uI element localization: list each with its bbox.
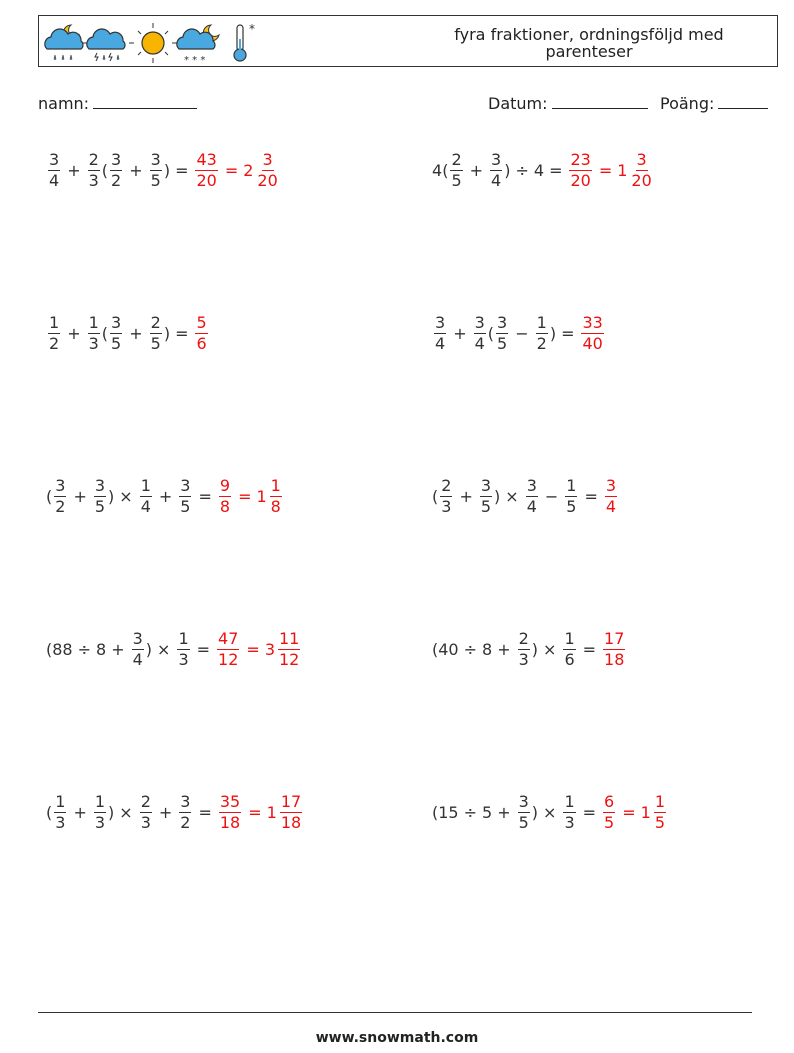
operator: = <box>175 323 189 343</box>
operator: = <box>238 486 252 506</box>
name-label: namn: <box>38 94 90 113</box>
numerator: 1 <box>564 628 575 648</box>
operator: + <box>73 802 87 822</box>
answer-mixed-number <box>243 151 281 190</box>
parenthesis: ) <box>504 160 511 180</box>
parenthesis: ) <box>145 639 153 659</box>
number: 8 <box>482 639 493 659</box>
operator: × <box>119 486 133 506</box>
denominator: 5 <box>150 170 161 190</box>
operator: + <box>67 323 81 343</box>
denominator: 4 <box>132 649 143 669</box>
whole-part: 1 <box>640 802 651 822</box>
parenthesis: ( <box>432 802 439 822</box>
fraction <box>140 793 152 832</box>
denominator: 4 <box>605 496 617 516</box>
numerator: 1 <box>178 628 189 648</box>
denominator: 5 <box>480 496 492 516</box>
parenthesis: ) <box>163 160 171 180</box>
numerator: 3 <box>480 475 492 495</box>
operator: = <box>582 639 597 659</box>
numerator: 1 <box>536 312 547 332</box>
parenthesis: ( <box>432 486 439 506</box>
operator: = <box>622 802 636 822</box>
denominator: 5 <box>94 496 106 516</box>
denominator: 2 <box>49 333 60 353</box>
numerator: 3 <box>94 475 106 495</box>
operator: = <box>549 160 563 180</box>
fraction <box>518 630 530 669</box>
fraction-part <box>270 477 282 516</box>
whole-part: 1 <box>266 802 277 822</box>
answer-fraction <box>195 314 207 353</box>
denominator: 5 <box>180 496 191 516</box>
operator: = <box>198 486 212 506</box>
thermometer-cold-icon <box>234 22 255 61</box>
denominator: 6 <box>196 333 207 353</box>
operator: + <box>459 486 473 506</box>
numerator: 2 <box>451 149 462 169</box>
numerator: 3 <box>111 312 122 332</box>
answer-fraction <box>603 793 615 832</box>
numerator: 1 <box>88 312 99 332</box>
rain-cloud-moon-icon <box>45 25 83 59</box>
numerator: 1 <box>94 791 106 811</box>
operator: = <box>598 160 613 180</box>
score-line[interactable] <box>718 94 768 109</box>
fraction <box>88 314 100 353</box>
denominator: 5 <box>111 333 122 353</box>
operator: = <box>224 160 239 180</box>
parenthesis: ( <box>442 160 449 180</box>
answer-mixed-number <box>256 477 283 516</box>
numerator: 33 <box>582 312 603 332</box>
parenthesis: ( <box>46 486 53 506</box>
denominator: 3 <box>55 812 66 832</box>
sun-icon <box>138 23 168 63</box>
operator: ÷ <box>515 160 529 180</box>
fraction <box>536 314 548 353</box>
fraction <box>177 630 189 669</box>
numerator: 2 <box>88 149 99 169</box>
numerator: 3 <box>497 312 508 332</box>
operator: = <box>582 802 597 822</box>
answer-fraction <box>569 151 591 190</box>
parenthesis: ) <box>163 323 171 343</box>
answer-fraction <box>219 477 231 516</box>
answer-mixed-number <box>265 630 303 669</box>
parenthesis: ( <box>46 802 53 822</box>
fraction-part <box>256 151 278 190</box>
numerator: 9 <box>219 475 231 495</box>
problem-10 <box>432 782 668 842</box>
denominator: 12 <box>279 649 300 669</box>
numerator: 6 <box>604 791 615 811</box>
numerator: 1 <box>564 791 575 811</box>
fraction <box>563 793 575 832</box>
date-field[interactable] <box>488 94 648 113</box>
operator: × <box>505 486 519 506</box>
problem-9 <box>46 782 304 842</box>
operator: = <box>561 323 575 343</box>
date-label: Datum: <box>488 94 548 113</box>
numerator: 3 <box>132 628 143 648</box>
denominator: 8 <box>270 496 281 516</box>
numerator: 2 <box>518 628 529 648</box>
denominator: 5 <box>451 170 462 190</box>
fraction-part <box>278 630 300 669</box>
parenthesis: ) <box>494 486 501 506</box>
denominator: 5 <box>604 812 615 832</box>
operator: × <box>543 639 557 659</box>
numerator: 3 <box>111 149 122 169</box>
numerator: 17 <box>604 628 625 648</box>
denominator: 20 <box>196 170 217 190</box>
denominator: 5 <box>566 496 577 516</box>
operator: = <box>196 639 211 659</box>
problem-6 <box>432 466 619 526</box>
operator: + <box>469 160 484 180</box>
denominator: 5 <box>150 333 161 353</box>
fraction <box>496 314 508 353</box>
denominator: 3 <box>94 812 106 832</box>
svg-text:*: * <box>249 22 255 36</box>
number: 4 <box>533 160 545 180</box>
denominator: 3 <box>88 333 99 353</box>
operator: + <box>453 323 467 343</box>
numerator: 3 <box>262 149 273 169</box>
worksheet-title: fyra fraktioner, ordningsföljd med parenteser <box>454 25 724 61</box>
answer-fraction <box>217 630 239 669</box>
fraction <box>54 793 66 832</box>
fraction <box>179 477 191 516</box>
operator: + <box>129 323 143 343</box>
fraction <box>110 151 122 190</box>
fraction <box>518 793 530 832</box>
score-field[interactable] <box>660 94 768 113</box>
fraction <box>563 630 575 669</box>
numerator: 2 <box>441 475 452 495</box>
fraction <box>54 477 66 516</box>
fraction <box>150 314 162 353</box>
denominator: 3 <box>88 170 99 190</box>
operator: + <box>67 160 81 180</box>
fraction-part <box>630 151 652 190</box>
date-line[interactable] <box>552 94 648 109</box>
number: 40 <box>438 639 459 659</box>
operator: + <box>111 639 125 659</box>
parenthesis: ) <box>531 802 539 822</box>
numerator: 3 <box>474 312 485 332</box>
problem-4 <box>432 303 606 363</box>
parenthesis: ( <box>432 639 439 659</box>
fraction <box>110 314 122 353</box>
numerator: 11 <box>279 628 300 648</box>
numerator: 2 <box>140 791 151 811</box>
operator: − <box>515 323 529 343</box>
denominator: 4 <box>49 170 60 190</box>
denominator: 4 <box>474 333 485 353</box>
denominator: 18 <box>604 649 625 669</box>
problem-5 <box>46 466 284 526</box>
denominator: 18 <box>280 812 302 832</box>
denominator: 3 <box>564 812 575 832</box>
problem-7 <box>46 619 302 679</box>
numerator: 17 <box>280 791 302 811</box>
numerator: 1 <box>270 475 281 495</box>
whole-part: 2 <box>243 160 254 180</box>
operator: ÷ <box>77 639 92 659</box>
parenthesis: ( <box>487 323 495 343</box>
numerator: 1 <box>49 312 60 332</box>
number: 15 <box>438 802 459 822</box>
fraction <box>132 630 144 669</box>
operator: × <box>157 639 171 659</box>
problem-3 <box>46 303 210 363</box>
parenthesis: ) <box>549 323 557 343</box>
header-box <box>38 15 778 67</box>
operator: × <box>119 802 133 822</box>
denominator: 20 <box>631 170 652 190</box>
denominator: 4 <box>140 496 151 516</box>
number: 88 <box>52 639 73 659</box>
operator: ÷ <box>463 639 478 659</box>
answer-fraction <box>195 151 217 190</box>
numerator: 3 <box>435 312 446 332</box>
denominator: 2 <box>536 333 547 353</box>
denominator: 4 <box>526 496 537 516</box>
denominator: 3 <box>441 496 452 516</box>
numerator: 1 <box>654 791 666 811</box>
whole-part: 1 <box>256 486 267 506</box>
fraction <box>94 477 106 516</box>
number: 4 <box>432 160 443 180</box>
answer-fraction <box>605 477 617 516</box>
operator: = <box>198 802 212 822</box>
denominator: 3 <box>140 812 151 832</box>
numerator: 3 <box>49 149 60 169</box>
denominator: 4 <box>435 333 446 353</box>
numerator: 1 <box>566 475 577 495</box>
operator: + <box>129 160 143 180</box>
operator: ÷ <box>463 802 478 822</box>
operator: = <box>175 160 189 180</box>
name-field[interactable] <box>38 94 197 113</box>
fraction <box>474 314 486 353</box>
denominator: 20 <box>257 170 278 190</box>
operator: × <box>543 802 557 822</box>
operator: = <box>584 486 598 506</box>
numerator: 3 <box>636 149 647 169</box>
numerator: 1 <box>55 791 66 811</box>
number: 5 <box>482 802 493 822</box>
name-line[interactable] <box>93 94 197 109</box>
answer-mixed-number <box>267 793 305 832</box>
denominator: 8 <box>219 496 231 516</box>
fraction <box>48 151 60 190</box>
numerator: 5 <box>196 312 207 332</box>
numerator: 47 <box>218 628 239 648</box>
number: 8 <box>96 639 107 659</box>
answer-fraction <box>603 630 625 669</box>
parenthesis: ( <box>101 323 109 343</box>
parenthesis: ) <box>108 486 115 506</box>
operator: = <box>248 802 262 822</box>
problem-1 <box>46 140 281 200</box>
denominator: 5 <box>518 812 529 832</box>
weather-icons <box>41 19 271 65</box>
parenthesis: ( <box>46 639 53 659</box>
operator: + <box>158 802 173 822</box>
fraction <box>480 477 492 516</box>
answer-fraction <box>219 793 241 832</box>
denominator: 18 <box>219 812 241 832</box>
numerator: 1 <box>140 475 151 495</box>
answer-mixed-number <box>641 793 668 832</box>
numerator: 3 <box>55 475 66 495</box>
numerator: 3 <box>491 149 502 169</box>
fraction <box>450 151 462 190</box>
fraction <box>490 151 502 190</box>
fraction <box>150 151 162 190</box>
thunder-rain-cloud-icon <box>87 29 125 61</box>
parenthesis: ) <box>108 802 115 822</box>
numerator: 3 <box>526 475 537 495</box>
fraction <box>179 793 191 832</box>
denominator: 5 <box>654 812 666 832</box>
denominator: 2 <box>55 496 66 516</box>
numerator: 3 <box>180 791 191 811</box>
fraction <box>440 477 452 516</box>
denominator: 2 <box>111 170 122 190</box>
fraction <box>48 314 60 353</box>
problem-2 <box>432 140 655 200</box>
footer-divider <box>38 1012 752 1013</box>
denominator: 20 <box>570 170 591 190</box>
answer-mixed-number <box>617 151 655 190</box>
parenthesis: ) <box>531 639 539 659</box>
numerator: 23 <box>570 149 591 169</box>
parenthesis: ( <box>101 160 109 180</box>
denominator: 3 <box>178 649 189 669</box>
operator: − <box>544 486 559 506</box>
answer-fraction <box>581 314 603 353</box>
operator: + <box>158 486 173 506</box>
operator: + <box>73 486 87 506</box>
numerator: 3 <box>150 149 161 169</box>
fraction <box>526 477 538 516</box>
fraction <box>140 477 152 516</box>
numerator: 3 <box>605 475 617 495</box>
fraction <box>434 314 446 353</box>
numerator: 3 <box>180 475 191 495</box>
svg-text:* * *: * * * <box>184 55 206 65</box>
numerator: 43 <box>196 149 217 169</box>
fraction-part <box>280 793 302 832</box>
denominator: 5 <box>497 333 508 353</box>
numerator: 35 <box>219 791 241 811</box>
denominator: 12 <box>218 649 239 669</box>
fraction-part <box>654 793 666 832</box>
operator: = <box>246 639 260 659</box>
denominator: 2 <box>180 812 191 832</box>
operator: + <box>497 802 511 822</box>
fraction <box>88 151 100 190</box>
operator: + <box>497 639 511 659</box>
denominator: 3 <box>518 649 529 669</box>
fraction <box>565 477 577 516</box>
whole-part: 3 <box>264 639 275 659</box>
denominator: 6 <box>564 649 575 669</box>
snow-cloud-moon-icon <box>177 25 219 65</box>
problem-8 <box>432 619 627 679</box>
numerator: 3 <box>518 791 529 811</box>
fraction <box>94 793 106 832</box>
denominator: 4 <box>491 170 502 190</box>
whole-part: 1 <box>617 160 628 180</box>
numerator: 2 <box>150 312 161 332</box>
footer-url: www.snowmath.com <box>315 1030 479 1046</box>
score-label: Poäng: <box>660 94 715 113</box>
denominator: 40 <box>582 333 603 353</box>
